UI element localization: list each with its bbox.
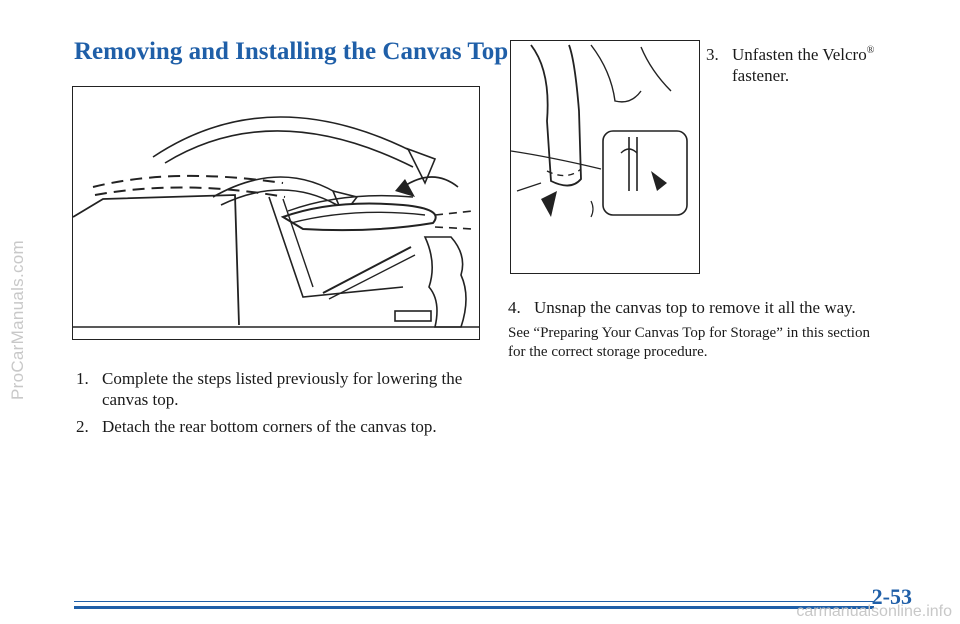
step-2 [76, 416, 486, 437]
step-2-number: 2. [76, 417, 89, 436]
step-3 [706, 44, 906, 86]
step-3-text [706, 44, 906, 86]
section-title: Removing and Installing the Canvas Top [74, 38, 509, 65]
canvas-top-folding-illustration-icon [73, 87, 479, 339]
step-3-number: 3. [706, 45, 719, 64]
page-number: 2-53 [871, 584, 912, 609]
step-4-number: 4. [508, 298, 521, 317]
step-1-text: Complete the steps listed previously for lowering the canvas top. [102, 369, 463, 409]
registered-mark: ® [866, 45, 875, 56]
velcro-fastener-illustration-icon [511, 41, 699, 273]
step-2-text: Detach the rear bottom corners of the canvas top. [102, 417, 437, 436]
step-1-number: 1. [76, 369, 89, 388]
footer-rule-thin [74, 601, 874, 602]
site-watermark: carmanualsonline.info [796, 603, 952, 620]
velcro-detail-figure [510, 40, 700, 274]
step-4 [508, 297, 908, 318]
storage-note: See “Preparing Your Canvas Top for Storage” in this section for the correct storage procedure. [508, 325, 870, 360]
step-3-text-before: Unfasten the Velcro [732, 45, 867, 64]
step-4-text: Unsnap the canvas top to remove it all the way. [534, 298, 856, 317]
footer-rule [74, 606, 874, 609]
step-1 [76, 368, 486, 410]
side-watermark-text: ProCarManuals.com [8, 239, 28, 401]
step-3-text-after: fastener. [732, 66, 790, 85]
canvas-top-figure [72, 86, 480, 340]
side-watermark [6, 20, 30, 620]
